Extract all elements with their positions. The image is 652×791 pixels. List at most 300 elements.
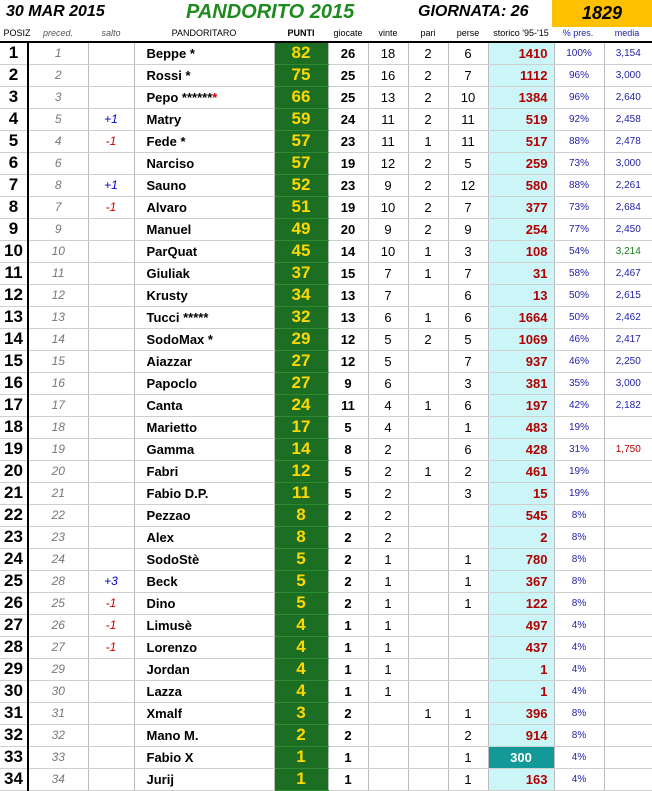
presence-cell: 8%: [554, 592, 604, 614]
giocate-cell: 23: [328, 174, 368, 196]
giocate-cell: 12: [328, 328, 368, 350]
storico-cell: 580: [488, 174, 554, 196]
salto-cell: [88, 152, 134, 174]
position-cell: 1: [0, 42, 28, 64]
giornata-label: GIORNATA: 26: [418, 3, 529, 20]
presence-cell: 46%: [554, 328, 604, 350]
perse-cell: 1: [448, 548, 488, 570]
presence-cell: 88%: [554, 174, 604, 196]
salto-cell: [88, 702, 134, 724]
points-cell: 14: [274, 438, 328, 460]
perse-cell: 5: [448, 152, 488, 174]
position-cell: 31: [0, 702, 28, 724]
player-name-cell: Canta: [134, 394, 274, 416]
presence-cell: 4%: [554, 746, 604, 768]
media-cell: [604, 526, 652, 548]
position-cell: 4: [0, 108, 28, 130]
vinte-cell: [368, 746, 408, 768]
preced-cell: 7: [28, 196, 88, 218]
presence-cell: 19%: [554, 460, 604, 482]
storico-cell: 1410: [488, 42, 554, 64]
perse-cell: 1: [448, 768, 488, 790]
salto-cell: -1: [88, 130, 134, 152]
vinte-cell: 2: [368, 526, 408, 548]
giocate-cell: 19: [328, 152, 368, 174]
salto-cell: [88, 64, 134, 86]
giocate-cell: 19: [328, 196, 368, 218]
salto-cell: [88, 768, 134, 790]
points-cell: 1: [274, 746, 328, 768]
points-cell: 24: [274, 394, 328, 416]
preced-cell: 8: [28, 174, 88, 196]
media-cell: [604, 592, 652, 614]
salto-cell: [88, 240, 134, 262]
giocate-cell: 23: [328, 130, 368, 152]
table-row: [0, 614, 652, 636]
header: [0, 0, 652, 26]
salto-cell: -1: [88, 592, 134, 614]
points-cell: 32: [274, 306, 328, 328]
table-row: [0, 702, 652, 724]
media-cell: 2,450: [604, 218, 652, 240]
perse-cell: 12: [448, 174, 488, 196]
position-cell: 29: [0, 658, 28, 680]
player-name-cell: Dino: [134, 592, 274, 614]
media-cell: 3,214: [604, 240, 652, 262]
salto-cell: [88, 680, 134, 702]
pari-cell: 1: [408, 240, 448, 262]
points-cell: 1: [274, 768, 328, 790]
media-cell: 3,000: [604, 64, 652, 86]
perse-cell: [448, 504, 488, 526]
position-cell: 8: [0, 196, 28, 218]
points-cell: 57: [274, 152, 328, 174]
table-row: [0, 658, 652, 680]
pari-cell: [408, 658, 448, 680]
pari-cell: 1: [408, 460, 448, 482]
pari-cell: 2: [408, 196, 448, 218]
vinte-cell: 5: [368, 328, 408, 350]
total-badge: 1829: [552, 0, 652, 27]
position-cell: 15: [0, 350, 28, 372]
pari-cell: [408, 548, 448, 570]
presence-cell: 8%: [554, 548, 604, 570]
presence-cell: 54%: [554, 240, 604, 262]
col-posiz: POSIZ: [3, 28, 31, 38]
position-cell: 27: [0, 614, 28, 636]
table-row: [0, 636, 652, 658]
pari-cell: [408, 350, 448, 372]
perse-cell: 7: [448, 350, 488, 372]
page-title: PANDORITO 2015: [186, 1, 355, 23]
storico-cell: 497: [488, 614, 554, 636]
perse-cell: [448, 614, 488, 636]
vinte-cell: 2: [368, 482, 408, 504]
pari-cell: [408, 438, 448, 460]
storico-cell: 1: [488, 658, 554, 680]
table-row: [0, 174, 652, 196]
player-name-cell: Jurij: [134, 768, 274, 790]
vinte-cell: 2: [368, 438, 408, 460]
player-name-cell: Jordan: [134, 658, 274, 680]
position-cell: 30: [0, 680, 28, 702]
preced-cell: 3: [28, 86, 88, 108]
perse-cell: [448, 658, 488, 680]
vinte-cell: [368, 768, 408, 790]
points-cell: 29: [274, 328, 328, 350]
storico-cell: 519: [488, 108, 554, 130]
table-row: [0, 394, 652, 416]
pari-cell: 1: [408, 702, 448, 724]
table-row: [0, 570, 652, 592]
preced-cell: 19: [28, 438, 88, 460]
vinte-cell: [368, 724, 408, 746]
presence-cell: 46%: [554, 350, 604, 372]
player-name-cell: Limusè: [134, 614, 274, 636]
points-cell: 34: [274, 284, 328, 306]
pari-cell: 2: [408, 328, 448, 350]
preced-cell: 17: [28, 394, 88, 416]
giocate-cell: 1: [328, 614, 368, 636]
storico-cell: 1: [488, 680, 554, 702]
position-cell: 23: [0, 526, 28, 548]
presence-cell: 73%: [554, 152, 604, 174]
table-row: [0, 64, 652, 86]
salto-cell: [88, 284, 134, 306]
position-cell: 18: [0, 416, 28, 438]
giocate-cell: 12: [328, 350, 368, 372]
position-cell: 13: [0, 306, 28, 328]
vinte-cell: 1: [368, 658, 408, 680]
preced-cell: 20: [28, 460, 88, 482]
position-cell: 26: [0, 592, 28, 614]
preced-cell: 15: [28, 350, 88, 372]
table-row: [0, 108, 652, 130]
vinte-cell: 1: [368, 680, 408, 702]
media-cell: 2,467: [604, 262, 652, 284]
player-name-cell: Mano M.: [134, 724, 274, 746]
header-date: 30 MAR 2015: [6, 3, 105, 20]
pari-cell: [408, 724, 448, 746]
giocate-cell: 20: [328, 218, 368, 240]
perse-cell: 1: [448, 746, 488, 768]
presence-cell: 35%: [554, 372, 604, 394]
storico-cell: 108: [488, 240, 554, 262]
salto-cell: [88, 746, 134, 768]
pari-cell: 2: [408, 108, 448, 130]
col-pres: % pres.: [562, 28, 594, 38]
salto-cell: [88, 438, 134, 460]
pari-cell: [408, 680, 448, 702]
media-cell: 3,154: [604, 42, 652, 64]
player-name-cell: Aiazzar: [134, 350, 274, 372]
salto-cell: [88, 658, 134, 680]
giocate-cell: 26: [328, 42, 368, 64]
player-name-cell: Krusty: [134, 284, 274, 306]
presence-cell: 4%: [554, 680, 604, 702]
player-name-cell: Fabio X: [134, 746, 274, 768]
storico-cell: 483: [488, 416, 554, 438]
preced-cell: 14: [28, 328, 88, 350]
position-cell: 10: [0, 240, 28, 262]
storico-cell: 914: [488, 724, 554, 746]
preced-cell: 34: [28, 768, 88, 790]
pari-cell: [408, 570, 448, 592]
salto-cell: +3: [88, 570, 134, 592]
preced-cell: 30: [28, 680, 88, 702]
storico-cell: 367: [488, 570, 554, 592]
position-cell: 2: [0, 64, 28, 86]
player-name-cell: Narciso: [134, 152, 274, 174]
position-cell: 12: [0, 284, 28, 306]
presence-cell: 73%: [554, 196, 604, 218]
position-cell: 17: [0, 394, 28, 416]
media-cell: 2,182: [604, 394, 652, 416]
media-cell: 2,261: [604, 174, 652, 196]
presence-cell: 4%: [554, 658, 604, 680]
position-cell: 24: [0, 548, 28, 570]
preced-cell: 1: [28, 42, 88, 64]
salto-cell: [88, 394, 134, 416]
giocate-cell: 1: [328, 658, 368, 680]
media-cell: [604, 482, 652, 504]
giocate-cell: 2: [328, 724, 368, 746]
perse-cell: [448, 680, 488, 702]
pari-cell: 1: [408, 130, 448, 152]
salto-cell: [88, 416, 134, 438]
col-salto: salto: [101, 28, 121, 38]
vinte-cell: 6: [368, 372, 408, 394]
position-cell: 32: [0, 724, 28, 746]
pari-cell: 2: [408, 152, 448, 174]
player-name-cell: ParQuat: [134, 240, 274, 262]
player-name: Pepo ******: [146, 89, 213, 105]
vinte-cell: 4: [368, 394, 408, 416]
points-cell: 52: [274, 174, 328, 196]
col-vinte: vinte: [378, 28, 398, 38]
player-name-cell: Papoclo: [134, 372, 274, 394]
preced-cell: 13: [28, 306, 88, 328]
perse-cell: 11: [448, 130, 488, 152]
presence-cell: 8%: [554, 570, 604, 592]
preced-cell: 12: [28, 284, 88, 306]
perse-cell: 6: [448, 438, 488, 460]
giocate-cell: 1: [328, 746, 368, 768]
perse-cell: 6: [448, 394, 488, 416]
perse-cell: 6: [448, 284, 488, 306]
storico-cell: 437: [488, 636, 554, 658]
perse-cell: [448, 526, 488, 548]
col-media: media: [614, 28, 640, 38]
presence-cell: 96%: [554, 64, 604, 86]
giocate-cell: 13: [328, 306, 368, 328]
col-pandoritaro: PANDORITARO: [171, 28, 237, 38]
media-cell: [604, 460, 652, 482]
perse-cell: 7: [448, 262, 488, 284]
giocate-cell: 2: [328, 592, 368, 614]
table-row: [0, 350, 652, 372]
presence-cell: 50%: [554, 306, 604, 328]
vinte-cell: 9: [368, 174, 408, 196]
storico-cell: 163: [488, 768, 554, 790]
presence-cell: 42%: [554, 394, 604, 416]
salto-cell: [88, 548, 134, 570]
position-cell: 14: [0, 328, 28, 350]
perse-cell: 11: [448, 108, 488, 130]
salto-cell: -1: [88, 614, 134, 636]
points-cell: 59: [274, 108, 328, 130]
table-row: [0, 680, 652, 702]
points-cell: 8: [274, 504, 328, 526]
points-cell: 4: [274, 680, 328, 702]
vinte-cell: 16: [368, 64, 408, 86]
media-cell: 2,462: [604, 306, 652, 328]
position-cell: 22: [0, 504, 28, 526]
player-name-cell: Gamma: [134, 438, 274, 460]
perse-cell: 7: [448, 196, 488, 218]
presence-cell: 8%: [554, 526, 604, 548]
table-row: [0, 526, 652, 548]
preced-cell: 5: [28, 108, 88, 130]
presence-cell: 19%: [554, 482, 604, 504]
table-row: [0, 724, 652, 746]
giocate-cell: 25: [328, 64, 368, 86]
preced-cell: 33: [28, 746, 88, 768]
points-cell: 4: [274, 614, 328, 636]
vinte-cell: 1: [368, 570, 408, 592]
vinte-cell: 5: [368, 350, 408, 372]
giocate-cell: 2: [328, 526, 368, 548]
pari-cell: 1: [408, 306, 448, 328]
player-name-cell: Fabio D.P.: [134, 482, 274, 504]
pari-cell: 1: [408, 394, 448, 416]
player-name-cell: Giuliak: [134, 262, 274, 284]
storico-cell: 254: [488, 218, 554, 240]
preced-cell: 28: [28, 570, 88, 592]
giocate-cell: 24: [328, 108, 368, 130]
giocate-cell: 5: [328, 460, 368, 482]
presence-cell: 88%: [554, 130, 604, 152]
preced-cell: 18: [28, 416, 88, 438]
media-cell: [604, 702, 652, 724]
position-cell: 9: [0, 218, 28, 240]
storico-cell: 2: [488, 526, 554, 548]
position-cell: 11: [0, 262, 28, 284]
col-storico: storico '95-'15: [493, 28, 549, 38]
perse-cell: 7: [448, 64, 488, 86]
points-cell: 5: [274, 592, 328, 614]
points-cell: 17: [274, 416, 328, 438]
vinte-cell: 7: [368, 284, 408, 306]
preced-cell: 25: [28, 592, 88, 614]
presence-cell: 8%: [554, 702, 604, 724]
table-row: [0, 86, 652, 108]
storico-cell: 396: [488, 702, 554, 724]
preced-cell: 4: [28, 130, 88, 152]
position-cell: 34: [0, 768, 28, 790]
table-row: [0, 768, 652, 790]
salto-cell: +1: [88, 108, 134, 130]
salto-cell: [88, 86, 134, 108]
pari-cell: [408, 284, 448, 306]
vinte-cell: 10: [368, 240, 408, 262]
vinte-cell: 18: [368, 42, 408, 64]
table-row: [0, 306, 652, 328]
vinte-cell: 1: [368, 636, 408, 658]
presence-cell: 77%: [554, 218, 604, 240]
giocate-cell: 11: [328, 394, 368, 416]
table-row: [0, 262, 652, 284]
table-row: [0, 482, 652, 504]
giocate-cell: 2: [328, 570, 368, 592]
table-row: [0, 130, 652, 152]
points-cell: 3: [274, 702, 328, 724]
points-cell: 75: [274, 64, 328, 86]
presence-cell: 19%: [554, 416, 604, 438]
perse-cell: 1: [448, 592, 488, 614]
vinte-cell: 4: [368, 416, 408, 438]
media-cell: [604, 746, 652, 768]
presence-cell: 8%: [554, 724, 604, 746]
points-cell: 45: [274, 240, 328, 262]
vinte-cell: 1: [368, 548, 408, 570]
points-cell: 27: [274, 350, 328, 372]
media-cell: 2,458: [604, 108, 652, 130]
vinte-cell: 9: [368, 218, 408, 240]
media-cell: [604, 548, 652, 570]
pari-cell: 2: [408, 86, 448, 108]
media-cell: 3,000: [604, 152, 652, 174]
table-row: [0, 240, 652, 262]
pari-cell: [408, 372, 448, 394]
position-cell: 19: [0, 438, 28, 460]
pari-cell: 2: [408, 42, 448, 64]
presence-cell: 100%: [554, 42, 604, 64]
media-cell: 2,250: [604, 350, 652, 372]
media-cell: 2,615: [604, 284, 652, 306]
player-name-cell: Alvaro: [134, 196, 274, 218]
presence-cell: 92%: [554, 108, 604, 130]
storico-cell: 259: [488, 152, 554, 174]
points-cell: 27: [274, 372, 328, 394]
player-name-cell: Tucci *****: [134, 306, 274, 328]
vinte-cell: 11: [368, 108, 408, 130]
salto-cell: [88, 460, 134, 482]
table-row: [0, 196, 652, 218]
vinte-cell: 13: [368, 86, 408, 108]
perse-cell: 2: [448, 724, 488, 746]
position-cell: 16: [0, 372, 28, 394]
player-name-cell: Xmalf: [134, 702, 274, 724]
pari-cell: [408, 614, 448, 636]
preced-cell: 26: [28, 614, 88, 636]
preced-cell: 6: [28, 152, 88, 174]
pari-cell: [408, 592, 448, 614]
col-pari: pari: [420, 28, 436, 38]
position-cell: 6: [0, 152, 28, 174]
perse-cell: 5: [448, 328, 488, 350]
player-name-cell: Marietto: [134, 416, 274, 438]
media-cell: [604, 680, 652, 702]
storico-cell: 545: [488, 504, 554, 526]
position-cell: 28: [0, 636, 28, 658]
table-row: [0, 152, 652, 174]
salto-cell: [88, 526, 134, 548]
giocate-cell: 2: [328, 504, 368, 526]
player-name-cell: Fede *: [134, 130, 274, 152]
storico-cell: 1384: [488, 86, 554, 108]
media-cell: [604, 724, 652, 746]
